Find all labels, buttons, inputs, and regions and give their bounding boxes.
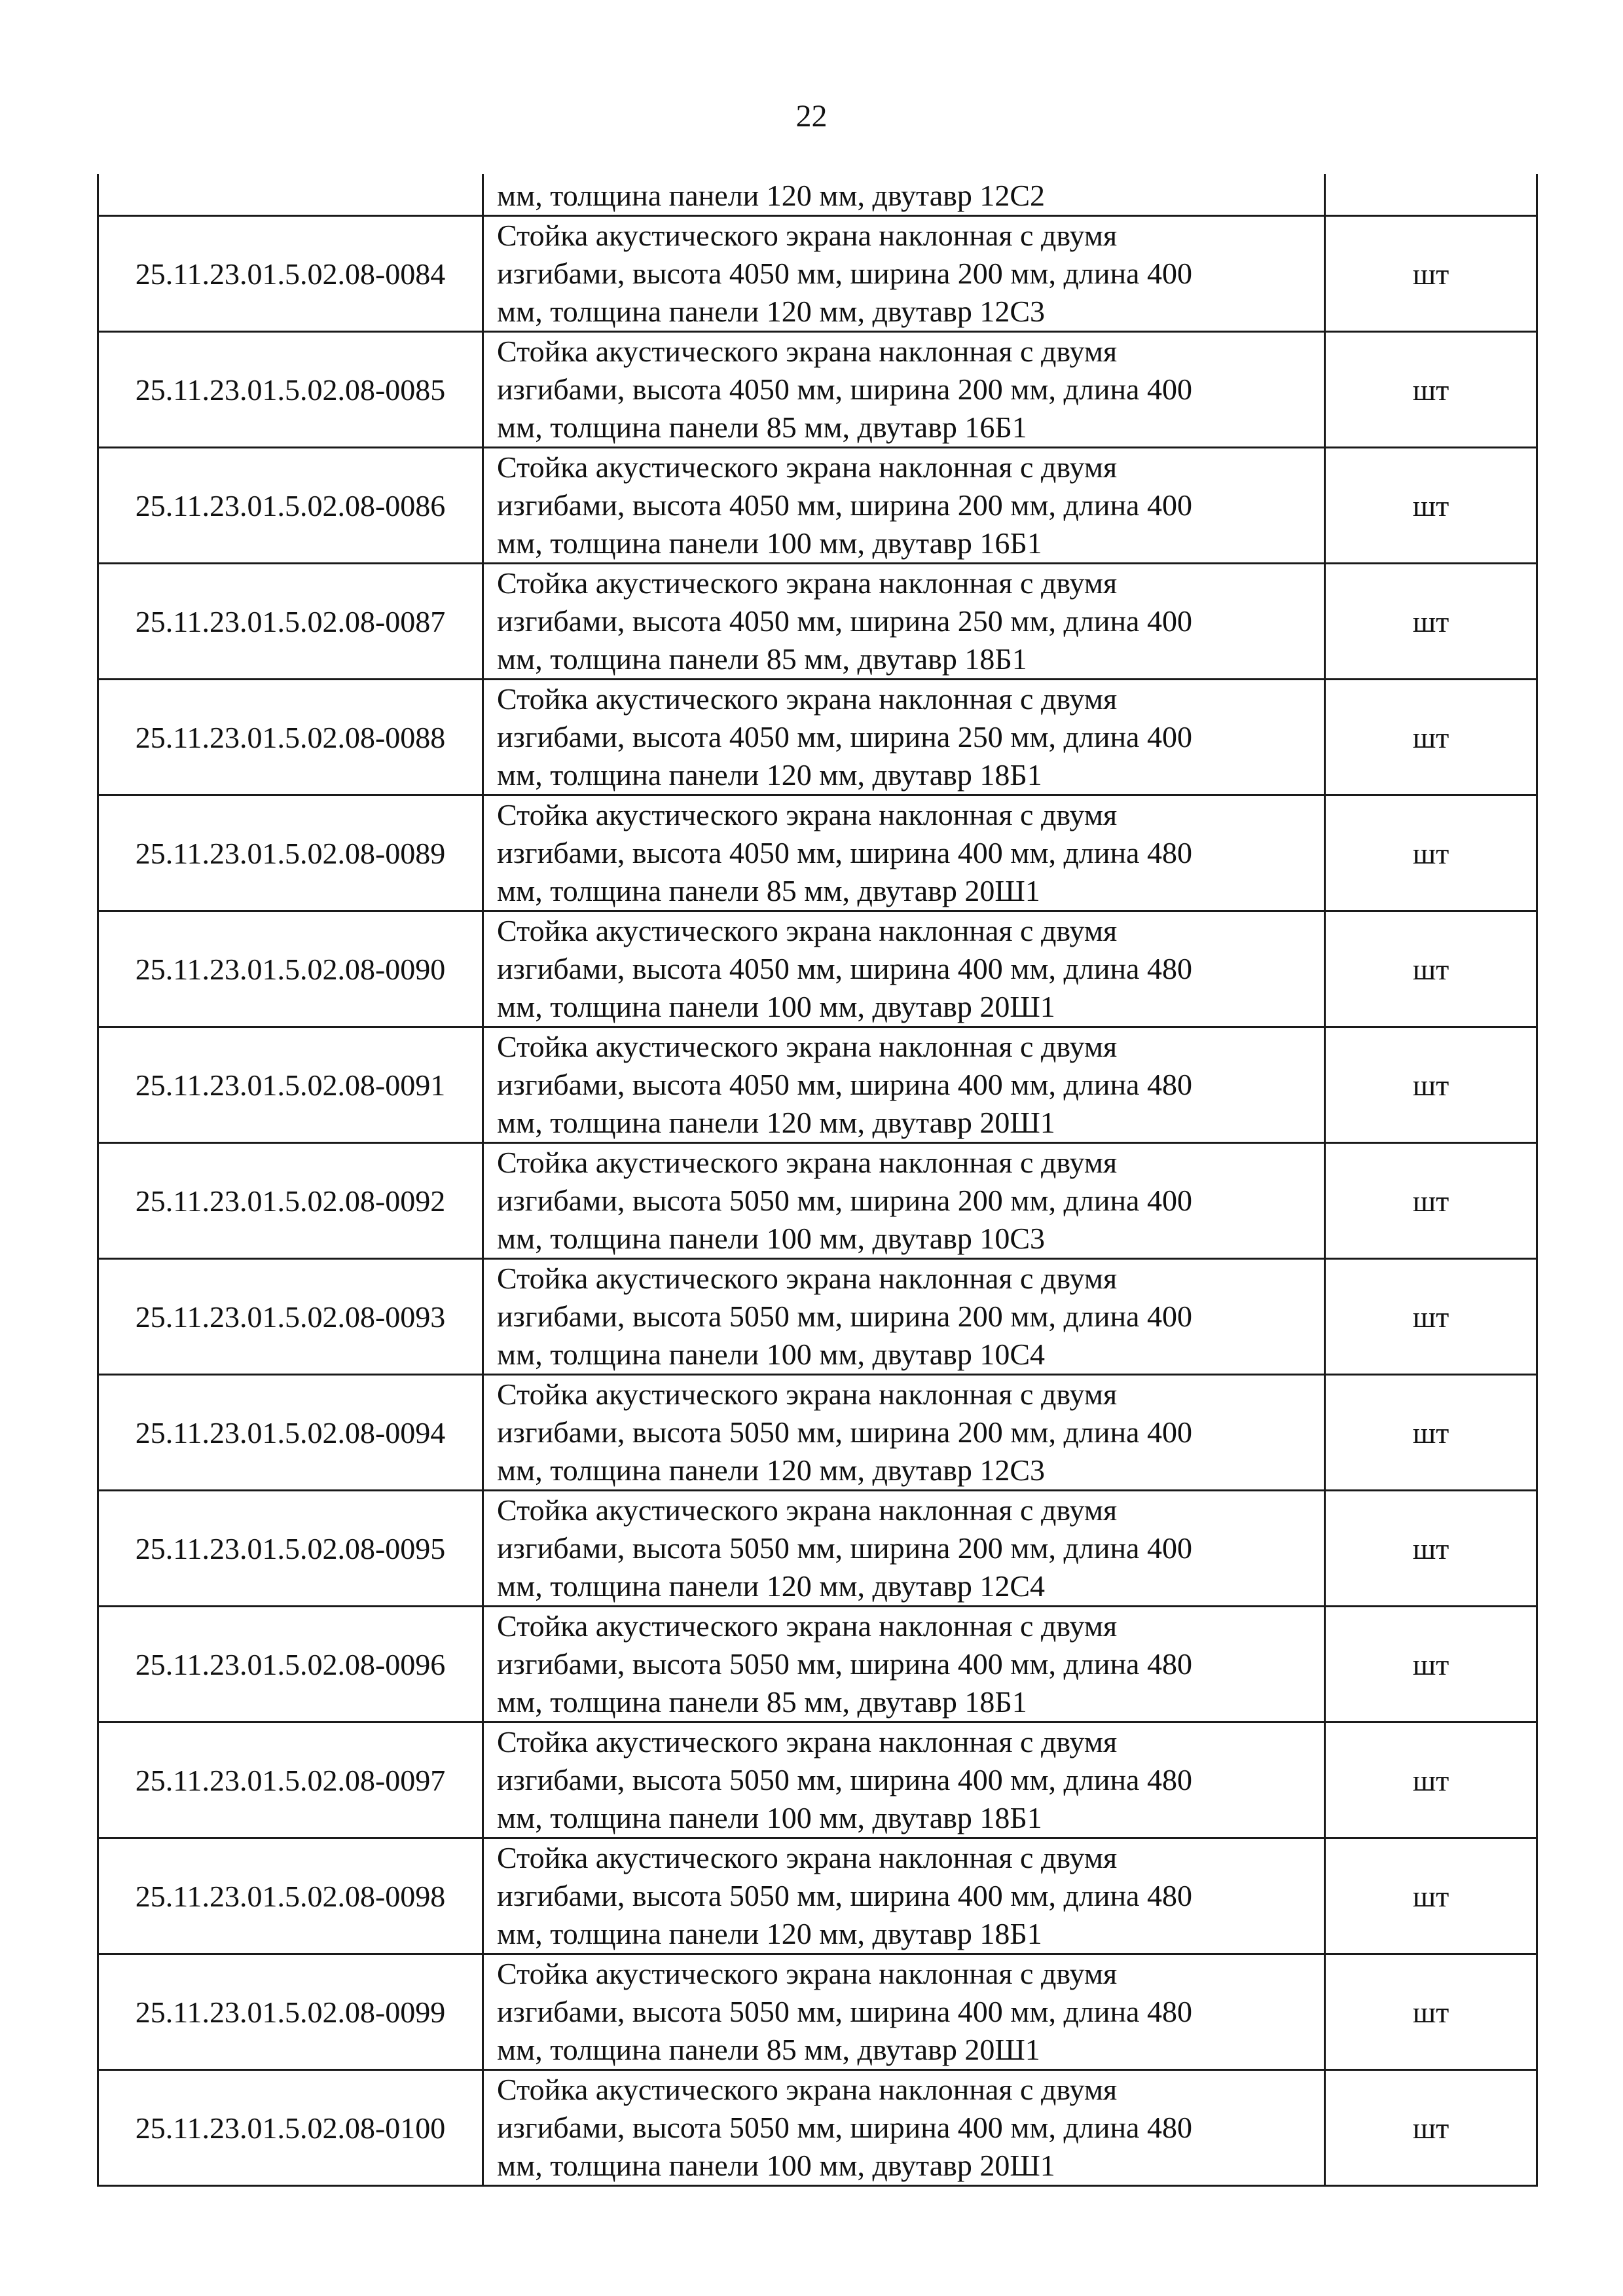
unit-of-measure: шт [1325, 448, 1537, 564]
description-line-2: изгибами, высота 5050 мм, ширина 200 мм, длина 400 [497, 1184, 1192, 1217]
table-row [98, 332, 1537, 448]
description-line-3: мм, толщина панели 120 мм, двутавр 12С3 [497, 295, 1046, 328]
description-line-1: Стойка акустического экрана наклонная с двумя [497, 798, 1118, 831]
resource-code: 25.11.23.01.5.02.08-0085 [98, 332, 483, 448]
description-line-2: изгибами, высота 4050 мм, ширина 200 мм, длина 400 [497, 257, 1192, 290]
table-row [98, 564, 1537, 680]
unit-of-measure: шт [1325, 332, 1537, 448]
description-line-3: мм, толщина панели 100 мм, двутавр 18Б1 [497, 1801, 1042, 1834]
description-line-2: изгибами, высота 4050 мм, ширина 400 мм, длина 480 [497, 952, 1192, 985]
unit-of-measure: шт [1325, 1722, 1537, 1838]
description-line-1: Стойка акустического экрана наклонная с двумя [497, 1841, 1118, 1874]
description-line-1: Стойка акустического экрана наклонная с двумя [497, 682, 1118, 716]
unit-of-measure: шт [1325, 1143, 1537, 1259]
resource-code: 25.11.23.01.5.02.08-0088 [98, 680, 483, 795]
continuation-row [98, 174, 1537, 216]
table-row [98, 1491, 1537, 1607]
description-line-1: Стойка акустического экрана наклонная с двумя [497, 2073, 1118, 2106]
unit-of-measure: шт [1325, 216, 1537, 332]
resource-description [483, 1838, 1325, 1954]
description-line-3: мм, толщина панели 100 мм, двутавр 16Б1 [497, 526, 1042, 560]
resource-description [483, 1607, 1325, 1722]
description-line-2: изгибами, высота 4050 мм, ширина 200 мм, длина 400 [497, 488, 1192, 522]
description-line-3: мм, толщина панели 100 мм, двутавр 20Ш1 [497, 2149, 1055, 2182]
continuation-code-cell [98, 174, 483, 216]
unit-of-measure: шт [1325, 564, 1537, 680]
table-row [98, 1259, 1537, 1375]
description-line-3: мм, толщина панели 120 мм, двутавр 18Б1 [497, 758, 1042, 792]
resource-code: 25.11.23.01.5.02.08-0084 [98, 216, 483, 332]
unit-of-measure: шт [1325, 1027, 1537, 1143]
description-line-2: изгибами, высота 4050 мм, ширина 400 мм, длина 480 [497, 1068, 1192, 1101]
resource-description [483, 332, 1325, 448]
unit-of-measure: шт [1325, 1491, 1537, 1607]
description-line-2: изгибами, высота 4050 мм, ширина 200 мм, длина 400 [497, 373, 1192, 406]
resource-code: 25.11.23.01.5.02.08-0099 [98, 1954, 483, 2070]
description-line-1: Стойка акустического экрана наклонная с двумя [497, 566, 1118, 600]
page-number: 22 [795, 99, 828, 134]
unit-of-measure: шт [1325, 911, 1537, 1027]
unit-of-measure: шт [1325, 2070, 1537, 2186]
resource-code: 25.11.23.01.5.02.08-0091 [98, 1027, 483, 1143]
resource-description [483, 448, 1325, 564]
resource-description [483, 564, 1325, 680]
unit-of-measure: шт [1325, 1607, 1537, 1722]
resource-code: 25.11.23.01.5.02.08-0093 [98, 1259, 483, 1375]
description-line-2: изгибами, высота 5050 мм, ширина 400 мм, длина 480 [497, 2111, 1192, 2144]
description-line-3: мм, толщина панели 85 мм, двутавр 16Б1 [497, 410, 1027, 444]
resource-code: 25.11.23.01.5.02.08-0100 [98, 2070, 483, 2186]
resource-description [483, 795, 1325, 911]
description-line-1: Стойка акустического экрана наклонная с двумя [497, 1957, 1118, 1990]
resource-description [483, 1954, 1325, 2070]
unit-of-measure: шт [1325, 1375, 1537, 1491]
description-line-2: изгибами, высота 4050 мм, ширина 250 мм, длина 400 [497, 604, 1192, 638]
description-line-1: Стойка акустического экрана наклонная с двумя [497, 1030, 1118, 1063]
resource-description [483, 1722, 1325, 1838]
resource-code: 25.11.23.01.5.02.08-0089 [98, 795, 483, 911]
description-line-2: изгибами, высота 5050 мм, ширина 200 мм, длина 400 [497, 1415, 1192, 1449]
description-line-1: Стойка акустического экрана наклонная с двумя [497, 1146, 1118, 1179]
table-row [98, 680, 1537, 795]
unit-of-measure: шт [1325, 1954, 1537, 2070]
description-line-2: изгибами, высота 5050 мм, ширина 400 мм, длина 480 [497, 1763, 1192, 1796]
description-line-3: мм, толщина панели 100 мм, двутавр 10С3 [497, 1222, 1046, 1255]
description-line-1: Стойка акустического экрана наклонная с двумя [497, 1609, 1118, 1643]
description-line-3: мм, толщина панели 85 мм, двутавр 20Ш1 [497, 2033, 1040, 2066]
table-row [98, 1838, 1537, 1954]
description-line-2: изгибами, высота 4050 мм, ширина 400 мм, длина 480 [497, 836, 1192, 869]
table-row [98, 795, 1537, 911]
resource-description [483, 1491, 1325, 1607]
resource-code: 25.11.23.01.5.02.08-0094 [98, 1375, 483, 1491]
table-row [98, 1027, 1537, 1143]
table-row [98, 1375, 1537, 1491]
resource-description [483, 216, 1325, 332]
resource-description [483, 1375, 1325, 1491]
description-line-1: Стойка акустического экрана наклонная с двумя [497, 1377, 1118, 1411]
continuation-unit-cell [1325, 174, 1537, 216]
resource-code: 25.11.23.01.5.02.08-0095 [98, 1491, 483, 1607]
resource-code: 25.11.23.01.5.02.08-0092 [98, 1143, 483, 1259]
description-line-1: Стойка акустического экрана наклонная с двумя [497, 1262, 1118, 1295]
table-row [98, 1954, 1537, 2070]
unit-of-measure: шт [1325, 1259, 1537, 1375]
description-line-3: мм, толщина панели 100 мм, двутавр 20Ш1 [497, 990, 1055, 1023]
description-line-2: изгибами, высота 5050 мм, ширина 200 мм, длина 400 [497, 1531, 1192, 1565]
description-line-1: Стойка акустического экрана наклонная с двумя [497, 1725, 1118, 1758]
unit-of-measure: шт [1325, 680, 1537, 795]
table-body [98, 174, 1537, 2186]
description-line-2: изгибами, высота 4050 мм, ширина 250 мм, длина 400 [497, 720, 1192, 754]
description-line-3: мм, толщина панели 120 мм, двутавр 12С3 [497, 1453, 1046, 1487]
table-row [98, 1607, 1537, 1722]
description-line-3: мм, толщина панели 85 мм, двутавр 18Б1 [497, 642, 1027, 676]
resource-code: 25.11.23.01.5.02.08-0097 [98, 1722, 483, 1838]
description-line-2: изгибами, высота 5050 мм, ширина 400 мм, длина 480 [497, 1879, 1192, 1912]
resource-description [483, 1027, 1325, 1143]
resource-table [97, 174, 1538, 2187]
resource-code: 25.11.23.01.5.02.08-0096 [98, 1607, 483, 1722]
unit-of-measure: шт [1325, 1838, 1537, 1954]
resource-description [483, 2070, 1325, 2186]
table-row [98, 1722, 1537, 1838]
description-line-2: изгибами, высота 5050 мм, ширина 200 мм, длина 400 [497, 1300, 1192, 1333]
description-line-2: изгибами, высота 5050 мм, ширина 400 мм, длина 480 [497, 1647, 1192, 1681]
description-line-2: изгибами, высота 5050 мм, ширина 400 мм, длина 480 [497, 1995, 1192, 2028]
table-row [98, 448, 1537, 564]
description-line-1: Стойка акустического экрана наклонная с двумя [497, 1493, 1118, 1527]
description-line-1: Стойка акустического экрана наклонная с двумя [497, 450, 1118, 484]
table-row [98, 1143, 1537, 1259]
resource-description [483, 1259, 1325, 1375]
description-line-3: мм, толщина панели 120 мм, двутавр 18Б1 [497, 1917, 1042, 1950]
description-line-3: мм, толщина панели 120 мм, двутавр 20Ш1 [497, 1106, 1055, 1139]
resource-code: 25.11.23.01.5.02.08-0098 [98, 1838, 483, 1954]
resource-code: 25.11.23.01.5.02.08-0090 [98, 911, 483, 1027]
resource-description [483, 1143, 1325, 1259]
table-row [98, 216, 1537, 332]
description-line-3: мм, толщина панели 85 мм, двутавр 18Б1 [497, 1685, 1027, 1719]
table-row [98, 2070, 1537, 2186]
continuation-description: мм, толщина панели 120 мм, двутавр 12С2 [483, 174, 1325, 216]
description-line-1: Стойка акустического экрана наклонная с двумя [497, 335, 1118, 368]
description-line-1: Стойка акустического экрана наклонная с двумя [497, 219, 1118, 252]
resource-code: 25.11.23.01.5.02.08-0087 [98, 564, 483, 680]
resource-description [483, 680, 1325, 795]
resource-code: 25.11.23.01.5.02.08-0086 [98, 448, 483, 564]
resource-description [483, 911, 1325, 1027]
description-line-3: мм, толщина панели 85 мм, двутавр 20Ш1 [497, 874, 1040, 907]
description-line-3: мм, толщина панели 120 мм, двутавр 12С4 [497, 1569, 1046, 1603]
description-line-3: мм, толщина панели 100 мм, двутавр 10С4 [497, 1338, 1046, 1371]
table-row [98, 911, 1537, 1027]
description-line-1: Стойка акустического экрана наклонная с двумя [497, 914, 1118, 947]
unit-of-measure: шт [1325, 795, 1537, 911]
